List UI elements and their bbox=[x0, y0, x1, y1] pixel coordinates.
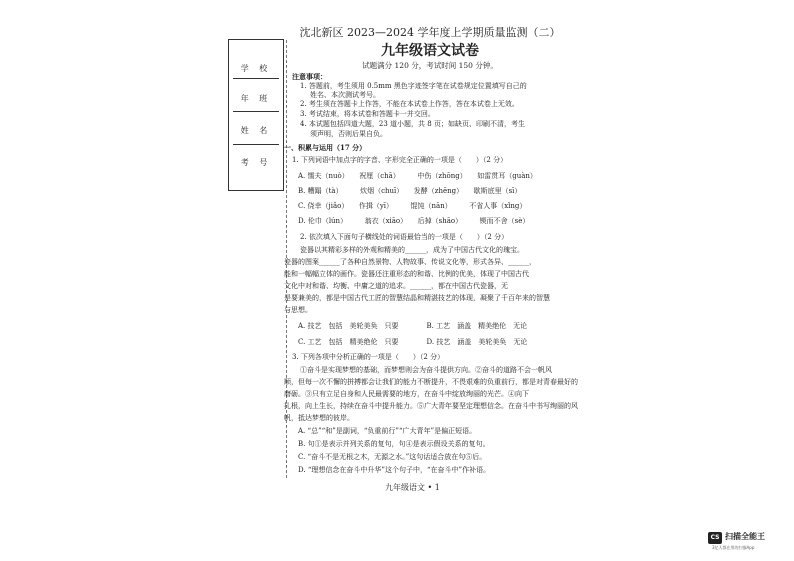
page-footer: 九年级语文 • 1 bbox=[385, 483, 440, 492]
divider bbox=[233, 78, 279, 79]
q3-option-d: D. “理想信念在奋斗中升华”这个句子中，“在奋斗中”作补语。 bbox=[298, 466, 491, 474]
q2-passage-line: 瓷器的图案______了各种自然景物、人物故事、传说文化等，形式各异、______， bbox=[284, 258, 536, 266]
q3-option-c: C. “奋斗不是无根之木，无源之水。”这句话适合放在句⑤后。 bbox=[298, 453, 487, 461]
divider bbox=[233, 144, 279, 145]
student-info-box bbox=[228, 39, 284, 191]
notice-item: 3. 考试结束，将本试卷和答题卡一并交回。 bbox=[300, 110, 435, 118]
name-label: 姓 名 bbox=[240, 126, 272, 135]
divider bbox=[233, 111, 279, 112]
exam-subtitle: 试题满分 120 分，考试时间 150 分钟。 bbox=[362, 61, 498, 70]
notice-item: 4. 本试题包括四道大题，23 道小题，共 8 页；如缺页、印刷不清，考生 bbox=[300, 120, 525, 128]
q3-passage-line: 帆，抵达梦想的彼岸。 bbox=[284, 414, 354, 422]
q2-options-cd: C. 工艺 包括 精美绝伦 只要 D. 技艺 涵盖 美轮美奂 无论 bbox=[298, 338, 528, 346]
q3-option-b: B. 句①是表示并列关系的复句，句④是表示假设关系的复句。 bbox=[298, 440, 490, 448]
section-heading: 一、积累与运用（17 分） bbox=[284, 143, 367, 152]
q2-passage-line: 瓷器以其精彩多样的外观和精美的______，成为了中国古代文化的瑰宝。 bbox=[300, 246, 524, 254]
q2-passage-line: 能和一幅幅立体的画作。瓷器还注重形态的和谐、比例的优美，体现了中国古代 bbox=[284, 270, 529, 278]
question-2-stem: 2. 依次填入下面句子横线处的词语最恰当的一项是（ ）（2 分） bbox=[300, 233, 509, 241]
scanner-app-name: 扫描全能王 bbox=[725, 532, 765, 541]
notice-item: 2. 考生须在答题卡上作答，不能在本试卷上作答，答在本试卷上无效。 bbox=[300, 100, 519, 108]
paper-title: 九年级语文试卷 bbox=[381, 43, 479, 59]
notice-item: 姓名、本次测试考号。 bbox=[310, 91, 380, 99]
q2-passage-line: 文化中对和谐、均衡、中庸之道的追求。______，都在中国古代瓷器，无 bbox=[284, 282, 508, 290]
q3-passage-line: 扎根，向上生长，持续在奋斗中提升能力。⑤广大青年要坚定理想信念。在奋斗中书写绚丽的风 bbox=[284, 402, 578, 410]
q2-options-ab: A. 技艺 包括 美轮美奂 只要 B. 工艺 涵盖 精美绝伦 无论 bbox=[298, 322, 528, 330]
q1-option-a: A. 懦夫（nuò） 祝厘（chā） 中伤（zhōng） 如雷贯耳（guàn） bbox=[298, 172, 537, 180]
question-1-stem: 1. 下列词语中加点字的字音、字形完全正确的一项是（ ）（2 分） bbox=[292, 156, 508, 164]
class-label: 年 班 bbox=[240, 94, 272, 103]
q2-passage-line: 与思想。 bbox=[284, 306, 312, 314]
q3-passage-line: 顺，但每一次不懈的拼搏都会让我们的能力不断提升，不畏艰难的负重前行，都是对青春最好的 bbox=[284, 378, 578, 386]
notice-heading: 注意事项： bbox=[292, 72, 327, 81]
exam-title: 沈北新区 2023—2024 学年度上学期质量监测（二） bbox=[299, 26, 561, 39]
q2-passage-line: 是要兼美的，都是中国古代工匠的智慧结晶和精湛技艺的体现，凝聚了千百年来的智慧 bbox=[284, 294, 550, 302]
notice-item: 须声明，否则后果自负。 bbox=[310, 130, 387, 138]
scanner-tagline: 3亿人都在用的扫描App bbox=[712, 545, 755, 550]
notice-item: 1. 答题前，考生须用 0.5mm 黑色字迹签字笔在试卷规定位置填写自己的 bbox=[300, 82, 527, 90]
school-label: 学 校 bbox=[240, 64, 272, 73]
q1-option-c: C. 侥幸（jiǎo） 作揖（yī） 馄饨（nān） 不省人事（xǐng） bbox=[298, 202, 527, 210]
q3-option-a: A. “总”“和”是副词，“负重前行”“广大青年”是偏正短语。 bbox=[298, 427, 477, 435]
q1-option-b: B. 糟蹋（tà） 炊烟（chuī） 发酵（zhēng） 歇斯底里（sī） bbox=[298, 187, 522, 195]
q3-passage-line: ①奋斗是实现梦想的基础，而梦想则会为奋斗提供方向。②奋斗的道路不会一帆风 bbox=[300, 366, 552, 374]
q1-option-d: D. 伦巾（lún） 翁衣（xiāo） 后掉（shāo） 锲而不舍（sè） bbox=[298, 217, 530, 225]
exam-number-label: 考 号 bbox=[240, 158, 272, 167]
question-3-stem: 3. 下列各项中分析正确的一项是（ ）（2 分） bbox=[292, 353, 445, 361]
camscanner-logo-icon: CS bbox=[708, 532, 722, 544]
q3-passage-line: 磨砺。③只有立足自身和人民最需要的地方，在奋斗中绽放绚丽的光芒。④向下 bbox=[284, 390, 529, 398]
